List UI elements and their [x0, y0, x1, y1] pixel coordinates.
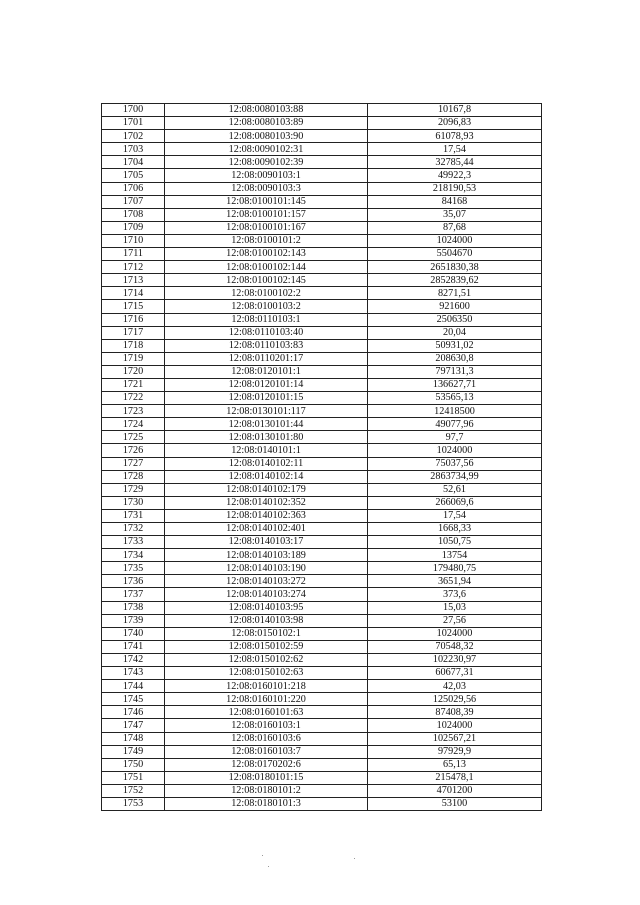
value-cell: 4701200: [368, 784, 542, 797]
row-number-cell: 1710: [102, 234, 165, 247]
row-number-cell: 1747: [102, 719, 165, 732]
value-cell: 49922,3: [368, 169, 542, 182]
row-number-cell: 1731: [102, 509, 165, 522]
cadastral-number-cell: 12:08:0090102:31: [165, 143, 368, 156]
cadastral-number-cell: 12:08:0170202:6: [165, 758, 368, 771]
table-row: [102, 549, 542, 562]
cadastral-value-table: [101, 103, 542, 811]
row-number-cell: 1708: [102, 208, 165, 221]
value-cell: 215478,1: [368, 771, 542, 784]
cadastral-number-cell: 12:08:0140103:274: [165, 588, 368, 601]
table-row: [102, 221, 542, 234]
value-cell: 97929,9: [368, 745, 542, 758]
row-number-cell: 1752: [102, 784, 165, 797]
value-cell: 179480,75: [368, 562, 542, 575]
cadastral-number-cell: 12:08:0130101:80: [165, 431, 368, 444]
cadastral-number-cell: 12:08:0140103:98: [165, 614, 368, 627]
value-cell: 27,56: [368, 614, 542, 627]
value-cell: 15,03: [368, 601, 542, 614]
row-number-cell: 1715: [102, 300, 165, 313]
value-cell: 1024000: [368, 234, 542, 247]
cadastral-number-cell: 12:08:0160101:220: [165, 693, 368, 706]
row-number-cell: 1748: [102, 732, 165, 745]
value-cell: 87,68: [368, 221, 542, 234]
table-body: [102, 104, 542, 811]
row-number-cell: 1723: [102, 405, 165, 418]
value-cell: 49077,96: [368, 418, 542, 431]
value-cell: 97,7: [368, 431, 542, 444]
row-number-cell: 1713: [102, 274, 165, 287]
value-cell: 17,54: [368, 509, 542, 522]
value-cell: 13754: [368, 549, 542, 562]
value-cell: 42,03: [368, 680, 542, 693]
cadastral-number-cell: 12:08:0140102:363: [165, 509, 368, 522]
table-row: [102, 431, 542, 444]
table-row: [102, 130, 542, 143]
table-row: [102, 470, 542, 483]
scan-speck: [354, 858, 355, 859]
table-row: [102, 339, 542, 352]
row-number-cell: 1712: [102, 261, 165, 274]
value-cell: 208630,8: [368, 352, 542, 365]
row-number-cell: 1744: [102, 680, 165, 693]
cadastral-number-cell: 12:08:0140102:352: [165, 496, 368, 509]
cadastral-number-cell: 12:08:0100102:145: [165, 274, 368, 287]
row-number-cell: 1751: [102, 771, 165, 784]
row-number-cell: 1707: [102, 195, 165, 208]
cadastral-number-cell: 12:08:0140103:95: [165, 601, 368, 614]
row-number-cell: 1733: [102, 536, 165, 549]
cadastral-number-cell: 12:08:0080103:89: [165, 117, 368, 130]
table-row: [102, 653, 542, 666]
value-cell: 1024000: [368, 444, 542, 457]
cadastral-number-cell: 12:08:0090103:1: [165, 169, 368, 182]
cadastral-number-cell: 12:08:0140101:1: [165, 444, 368, 457]
table-row: [102, 104, 542, 117]
table-row: [102, 418, 542, 431]
cadastral-number-cell: 12:08:0080103:88: [165, 104, 368, 117]
row-number-cell: 1717: [102, 326, 165, 339]
cadastral-number-cell: 12:08:0180101:3: [165, 797, 368, 810]
table-row: [102, 784, 542, 797]
value-cell: 1024000: [368, 627, 542, 640]
row-number-cell: 1719: [102, 352, 165, 365]
cadastral-number-cell: 12:08:0110103:83: [165, 339, 368, 352]
value-cell: 136627,71: [368, 378, 542, 391]
table-row: [102, 365, 542, 378]
value-cell: 797131,3: [368, 365, 542, 378]
cadastral-number-cell: 12:08:0100101:2: [165, 234, 368, 247]
value-cell: 2651830,38: [368, 261, 542, 274]
row-number-cell: 1742: [102, 653, 165, 666]
table-row: [102, 208, 542, 221]
table-row: [102, 562, 542, 575]
table-row: [102, 614, 542, 627]
value-cell: 921600: [368, 300, 542, 313]
table-row: [102, 117, 542, 130]
cadastral-number-cell: 12:08:0110201:17: [165, 352, 368, 365]
value-cell: 1024000: [368, 719, 542, 732]
row-number-cell: 1738: [102, 601, 165, 614]
table-row: [102, 156, 542, 169]
table-row: [102, 352, 542, 365]
cadastral-number-cell: 12:08:0100102:143: [165, 248, 368, 261]
row-number-cell: 1700: [102, 104, 165, 117]
value-cell: 17,54: [368, 143, 542, 156]
value-cell: 125029,56: [368, 693, 542, 706]
value-cell: 61078,93: [368, 130, 542, 143]
row-number-cell: 1702: [102, 130, 165, 143]
row-number-cell: 1725: [102, 431, 165, 444]
cadastral-number-cell: 12:08:0140102:14: [165, 470, 368, 483]
value-cell: 2863734,99: [368, 470, 542, 483]
table-row: [102, 300, 542, 313]
row-number-cell: 1720: [102, 365, 165, 378]
scan-speck: [268, 866, 269, 867]
value-cell: 3651,94: [368, 575, 542, 588]
table-row: [102, 575, 542, 588]
cadastral-number-cell: 12:08:0180101:15: [165, 771, 368, 784]
cadastral-number-cell: 12:08:0140103:190: [165, 562, 368, 575]
row-number-cell: 1740: [102, 627, 165, 640]
table-row: [102, 536, 542, 549]
value-cell: 102567,21: [368, 732, 542, 745]
row-number-cell: 1737: [102, 588, 165, 601]
row-number-cell: 1703: [102, 143, 165, 156]
row-number-cell: 1727: [102, 457, 165, 470]
cadastral-number-cell: 12:08:0140103:189: [165, 549, 368, 562]
row-number-cell: 1701: [102, 117, 165, 130]
row-number-cell: 1750: [102, 758, 165, 771]
table-row: [102, 326, 542, 339]
value-cell: 373,6: [368, 588, 542, 601]
value-cell: 53565,13: [368, 392, 542, 405]
value-cell: 266069,6: [368, 496, 542, 509]
cadastral-number-cell: 12:08:0150102:1: [165, 627, 368, 640]
row-number-cell: 1706: [102, 182, 165, 195]
table-row: [102, 693, 542, 706]
row-number-cell: 1753: [102, 797, 165, 810]
cadastral-number-cell: 12:08:0110103:1: [165, 313, 368, 326]
row-number-cell: 1745: [102, 693, 165, 706]
cadastral-number-cell: 12:08:0110103:40: [165, 326, 368, 339]
value-cell: 2506350: [368, 313, 542, 326]
table-row: [102, 392, 542, 405]
row-number-cell: 1746: [102, 706, 165, 719]
cadastral-number-cell: 12:08:0180101:2: [165, 784, 368, 797]
cadastral-number-cell: 12:08:0160101:218: [165, 680, 368, 693]
cadastral-number-cell: 12:08:0100101:157: [165, 208, 368, 221]
cadastral-number-cell: 12:08:0130101:117: [165, 405, 368, 418]
value-cell: 20,04: [368, 326, 542, 339]
table-row: [102, 732, 542, 745]
value-cell: 1668,33: [368, 523, 542, 536]
row-number-cell: 1711: [102, 248, 165, 261]
row-number-cell: 1749: [102, 745, 165, 758]
cadastral-number-cell: 12:08:0120101:14: [165, 378, 368, 391]
table-row: [102, 287, 542, 300]
cadastral-number-cell: 12:08:0160103:6: [165, 732, 368, 745]
table-row: [102, 496, 542, 509]
cadastral-number-cell: 12:08:0120101:1: [165, 365, 368, 378]
row-number-cell: 1743: [102, 667, 165, 680]
cadastral-number-cell: 12:08:0160101:63: [165, 706, 368, 719]
value-cell: 60677,31: [368, 667, 542, 680]
row-number-cell: 1732: [102, 523, 165, 536]
value-cell: 5504670: [368, 248, 542, 261]
table-row: [102, 195, 542, 208]
cadastral-number-cell: 12:08:0140102:401: [165, 523, 368, 536]
table-row: [102, 627, 542, 640]
value-cell: 102230,97: [368, 653, 542, 666]
table-row: [102, 588, 542, 601]
table-row: [102, 745, 542, 758]
cadastral-number-cell: 12:08:0130101:44: [165, 418, 368, 431]
cadastral-number-cell: 12:08:0160103:1: [165, 719, 368, 732]
row-number-cell: 1705: [102, 169, 165, 182]
cadastral-number-cell: 12:08:0160103:7: [165, 745, 368, 758]
row-number-cell: 1724: [102, 418, 165, 431]
row-number-cell: 1714: [102, 287, 165, 300]
table-row: [102, 169, 542, 182]
table-row: [102, 680, 542, 693]
cadastral-number-cell: 12:08:0140103:17: [165, 536, 368, 549]
value-cell: 12418500: [368, 405, 542, 418]
cadastral-number-cell: 12:08:0100103:2: [165, 300, 368, 313]
cadastral-number-cell: 12:08:0100102:2: [165, 287, 368, 300]
cadastral-number-cell: 12:08:0140103:272: [165, 575, 368, 588]
table-row: [102, 509, 542, 522]
cadastral-number-cell: 12:08:0090102:39: [165, 156, 368, 169]
cadastral-number-cell: 12:08:0100101:145: [165, 195, 368, 208]
value-cell: 1050,75: [368, 536, 542, 549]
table-row: [102, 234, 542, 247]
table-row: [102, 719, 542, 732]
table-row: [102, 182, 542, 195]
cadastral-number-cell: 12:08:0140102:179: [165, 483, 368, 496]
value-cell: 53100: [368, 797, 542, 810]
cadastral-number-cell: 12:08:0150102:59: [165, 640, 368, 653]
cadastral-number-cell: 12:08:0150102:62: [165, 653, 368, 666]
value-cell: 84168: [368, 195, 542, 208]
value-cell: 218190,53: [368, 182, 542, 195]
table-row: [102, 261, 542, 274]
table-row: [102, 313, 542, 326]
table-row: [102, 378, 542, 391]
cadastral-number-cell: 12:08:0120101:15: [165, 392, 368, 405]
row-number-cell: 1734: [102, 549, 165, 562]
row-number-cell: 1741: [102, 640, 165, 653]
cadastral-number-cell: 12:08:0150102:63: [165, 667, 368, 680]
value-cell: 8271,51: [368, 287, 542, 300]
table-row: [102, 248, 542, 261]
row-number-cell: 1739: [102, 614, 165, 627]
table-row: [102, 143, 542, 156]
cadastral-number-cell: 12:08:0140102:11: [165, 457, 368, 470]
table-row: [102, 444, 542, 457]
value-cell: 2852839,62: [368, 274, 542, 287]
value-cell: 35,07: [368, 208, 542, 221]
value-cell: 65,13: [368, 758, 542, 771]
table-row: [102, 771, 542, 784]
table-row: [102, 457, 542, 470]
row-number-cell: 1729: [102, 483, 165, 496]
row-number-cell: 1735: [102, 562, 165, 575]
table-row: [102, 483, 542, 496]
value-cell: 70548,32: [368, 640, 542, 653]
row-number-cell: 1726: [102, 444, 165, 457]
row-number-cell: 1716: [102, 313, 165, 326]
value-cell: 32785,44: [368, 156, 542, 169]
table-row: [102, 405, 542, 418]
row-number-cell: 1721: [102, 378, 165, 391]
row-number-cell: 1722: [102, 392, 165, 405]
cadastral-number-cell: 12:08:0090103:3: [165, 182, 368, 195]
row-number-cell: 1718: [102, 339, 165, 352]
value-cell: 52,61: [368, 483, 542, 496]
value-cell: 10167,8: [368, 104, 542, 117]
table-row: [102, 706, 542, 719]
row-number-cell: 1730: [102, 496, 165, 509]
table-row: [102, 274, 542, 287]
scan-speck: [262, 855, 263, 856]
table-row: [102, 758, 542, 771]
value-cell: 75037,56: [368, 457, 542, 470]
table-row: [102, 640, 542, 653]
value-cell: 2096,83: [368, 117, 542, 130]
cadastral-number-cell: 12:08:0100101:167: [165, 221, 368, 234]
value-cell: 50931,02: [368, 339, 542, 352]
table-row: [102, 797, 542, 810]
cadastral-number-cell: 12:08:0080103:90: [165, 130, 368, 143]
row-number-cell: 1704: [102, 156, 165, 169]
row-number-cell: 1728: [102, 470, 165, 483]
value-cell: 87408,39: [368, 706, 542, 719]
table-row: [102, 601, 542, 614]
row-number-cell: 1709: [102, 221, 165, 234]
cadastral-number-cell: 12:08:0100102:144: [165, 261, 368, 274]
row-number-cell: 1736: [102, 575, 165, 588]
table-row: [102, 667, 542, 680]
table-row: [102, 523, 542, 536]
